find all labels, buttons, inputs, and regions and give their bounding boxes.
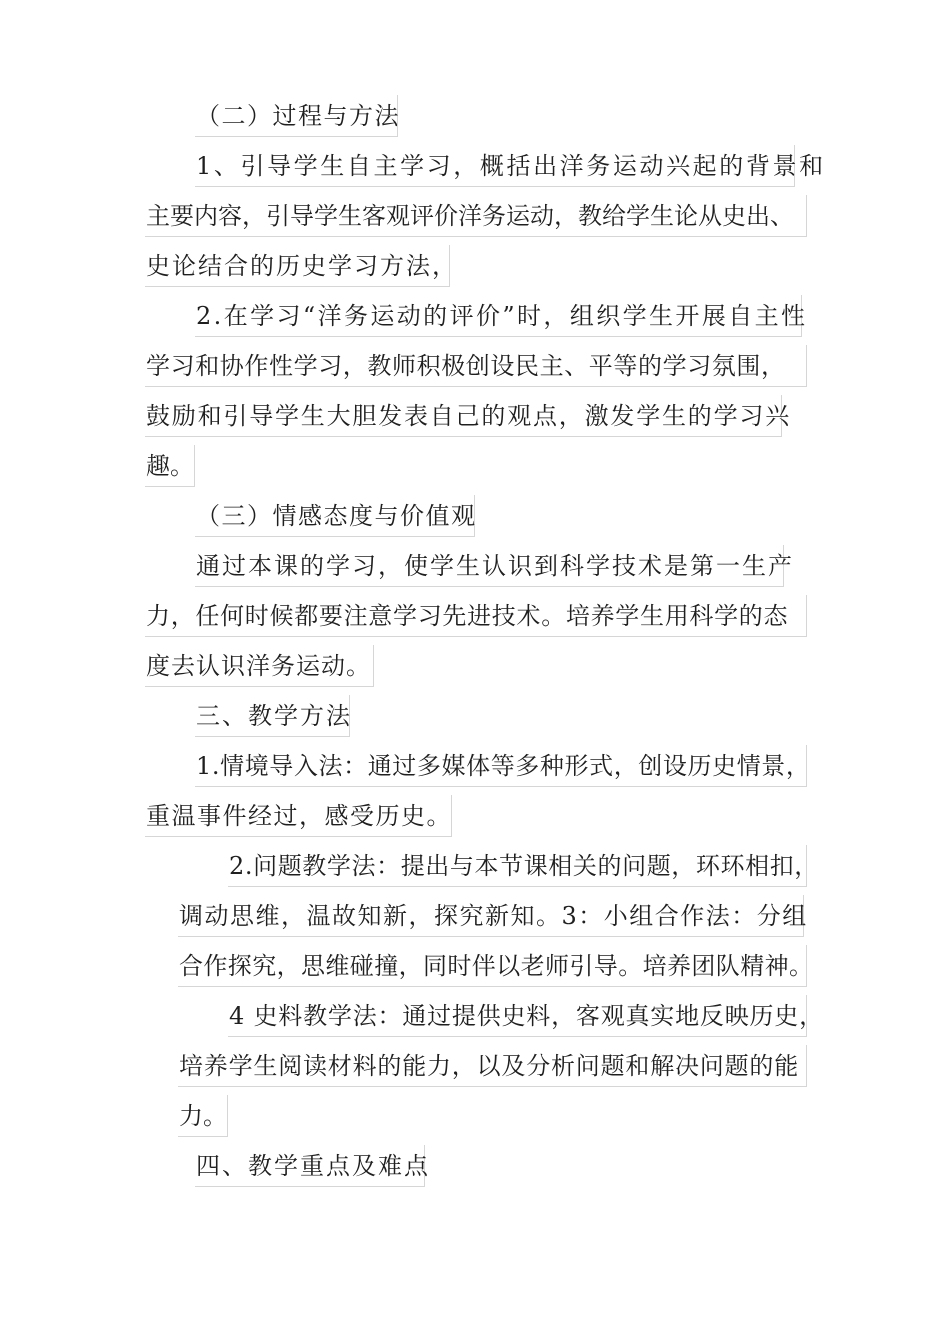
paragraph-line: 主要内容，引导学生客观评价洋务运动，教给学生论从史出、 [145, 195, 807, 237]
paragraph-line: 调动思维，温故知新，探究新知。3：小组合作法：分组 [178, 895, 804, 937]
paragraph-line: 2.在学习“洋务运动的评价”时，组织学生开展自主性 [195, 295, 802, 337]
paragraph-line: 力，任何时候都要注意学习先进技术。培养学生用科学的态 [145, 595, 807, 637]
paragraph-line: 1.情境导入法：通过多媒体等多种形式，创设历史情景， [195, 745, 807, 787]
paragraph-line: 合作探究，思维碰撞，同时伴以老师引导。培养团队精神。 [178, 945, 807, 987]
section-heading-teaching-methods: 三、教学方法 [195, 695, 350, 737]
paragraph-line: 通过本课的学习，使学生认识到科学技术是第一生产 [195, 545, 784, 587]
paragraph-line: 度去认识洋务运动。 [145, 645, 374, 687]
section-heading-process-method: （二）过程与方法 [195, 95, 398, 137]
paragraph-line: 鼓励和引导学生大胆发表自己的观点，激发学生的学习兴 [145, 395, 782, 437]
section-heading-key-points: 四、教学重点及难点 [195, 1145, 425, 1187]
section-heading-emotion-values: （三）情感态度与价值观 [195, 495, 475, 537]
paragraph-line: 趣。 [145, 445, 195, 487]
paragraph-line: 培养学生阅读材料的能力，以及分析问题和解决问题的能 [178, 1045, 807, 1087]
paragraph-line: 2.问题教学法：提出与本节课相关的问题，环环相扣， [228, 845, 807, 887]
paragraph-line: 1、引导学生自主学习，概括出洋务运动兴起的背景和 [195, 145, 795, 187]
paragraph-line: 重温事件经过，感受历史。 [145, 795, 452, 837]
paragraph-line: 学习和协作性学习，教师积极创设民主、平等的学习氛围， [145, 345, 807, 387]
paragraph-line: 力。 [178, 1095, 228, 1137]
paragraph-line: 4 史料教学法：通过提供史料，客观真实地反映历史， [228, 995, 807, 1037]
paragraph-line: 史论结合的历史学习方法， [145, 245, 450, 287]
